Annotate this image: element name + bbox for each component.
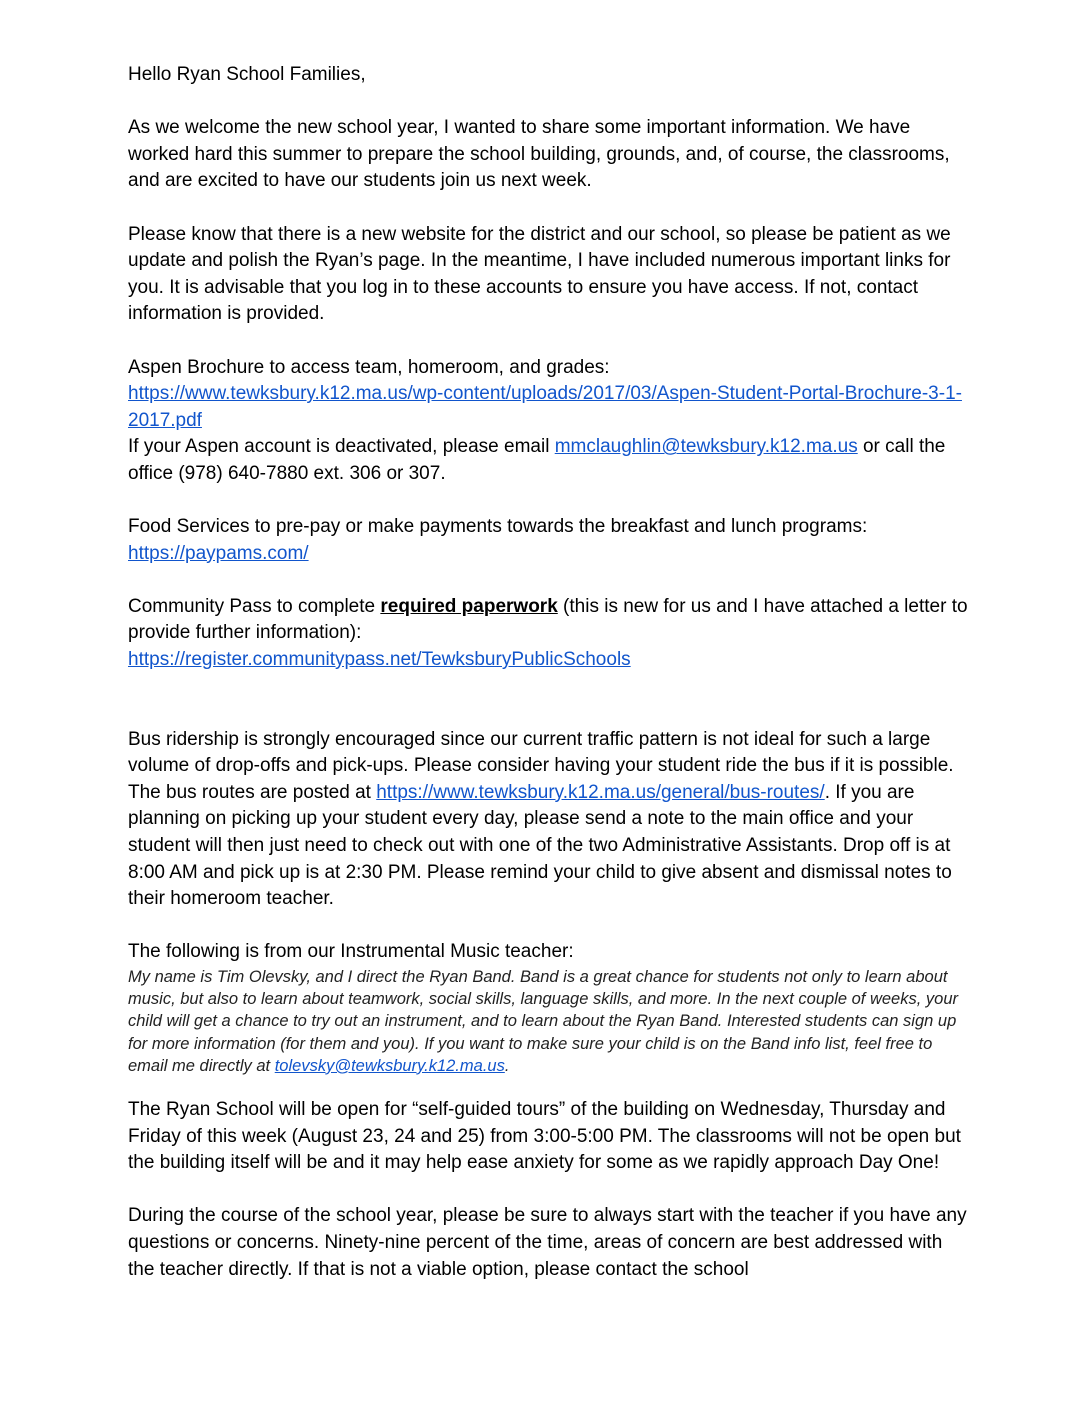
community-section: [128, 594, 968, 674]
paypams-link[interactable]: https://paypams.com/: [128, 542, 309, 564]
music-email-link[interactable]: tolevsky@tewksbury.k12.ma.us: [274, 1056, 505, 1075]
aspen-brochure-link[interactable]: https://www.tewksbury.k12.ma.us/wp-content/uploads/2017/03/Aspen-Student-Portal-Brochure-3-1-2017.pdf: [128, 383, 962, 431]
bus-text-part1: Bus ridership is strongly encouraged since our current traffic pattern is not ideal for such a large volume of drop-offs and pick-ups. Please consider having your student ride the bus if it is possible. The bus routes are posted at: [128, 728, 954, 803]
community-suffix: (this is new for us and I have attached a letter to provide further information):: [128, 595, 968, 644]
food-label: Food Services to pre-pay or make payments towards the breakfast and lunch programs:: [128, 516, 868, 538]
music-teacher-message: [128, 966, 968, 1077]
bus-text-part2: . If you are planning on picking up your student every day, please send a note to the main office and your student will then just need to check out with one of the two Administrative Assistants. Drop off is at 8:00 AM and pick up is at 2:30 PM. Please remind your child to give absent and dismissal notes to their homeroom teacher.: [128, 781, 952, 910]
bus-paragraph: [128, 727, 968, 913]
concerns-paragraph: During the course of the school year, please be sure to always start with the teacher if you have any questions or concerns. Ninety-nine percent of the time, areas of concern are best addressed with the teacher directly. If that is not a viable option, please contact the school: [128, 1205, 967, 1280]
music-section: [128, 939, 968, 1077]
aspen-section: [128, 355, 968, 488]
bus-routes-link[interactable]: https://www.tewksbury.k12.ma.us/general/bus-routes/: [376, 781, 825, 803]
food-link-line: [128, 541, 968, 568]
aspen-deactivated-prefix: If your Aspen account is deactivated, please email: [128, 436, 555, 458]
aspen-label: Aspen Brochure to access team, homeroom, and grades:: [128, 356, 610, 378]
aspen-email-link[interactable]: mmclaughlin@tewksbury.k12.ma.us: [554, 436, 858, 458]
food-section: [128, 514, 968, 567]
letter-page: [128, 62, 968, 1283]
website-notice-paragraph: Please know that there is a new website for the district and our school, so please be patient as we update and polish the Ryan’s page. In the meantime, I have included numerous important links for you. It is advisable that you log in to these accounts to ensure you have access. If not, contact information is provided.: [128, 223, 951, 325]
music-label: The following is from our Instrumental Music teacher:: [128, 941, 574, 963]
community-prefix: Community Pass to complete: [128, 595, 381, 617]
tours-paragraph: The Ryan School will be open for “self-guided tours” of the building on Wednesday, Thursday and Friday of this week (August 23, 24 and 25) from 3:00-5:00 PM. The classrooms will not be open but the building itself will be and it may help ease anxiety for some as we rapidly approach Day One!: [128, 1099, 961, 1174]
required-paperwork-emphasis: required paperwork: [380, 595, 558, 617]
aspen-deactivated-suffix: or call the office (978) 640-7880 ext. 306 or 307.: [128, 436, 946, 484]
intro-paragraph: As we welcome the new school year, I wanted to share some important information. We have worked hard this summer to prepare the school building, grounds, and, of course, the classrooms, and are excited to have our students join us next week.: [128, 117, 950, 192]
community-link-line: [128, 647, 968, 674]
music-body: My name is Tim Olevsky, and I direct the Ryan Band. Band is a great chance for students not only to learn about music, but also to learn about teamwork, social skills, language skills, and more. In the next couple of weeks, your child will get a chance to try out an instrument, and to learn about the Ryan Band. Interested students can sign up for more information (for them and you). If you want to make sure your child is on the Band info list, feel free to email me directly at: [128, 968, 958, 1075]
community-text: [128, 594, 968, 647]
communitypass-link[interactable]: https://register.communitypass.net/TewksburyPublicSchools: [128, 649, 631, 671]
greeting: Hello Ryan School Families,: [128, 64, 366, 85]
aspen-link-line: [128, 381, 968, 434]
aspen-deactivated-line: [128, 434, 968, 487]
music-end: .: [504, 1056, 510, 1075]
